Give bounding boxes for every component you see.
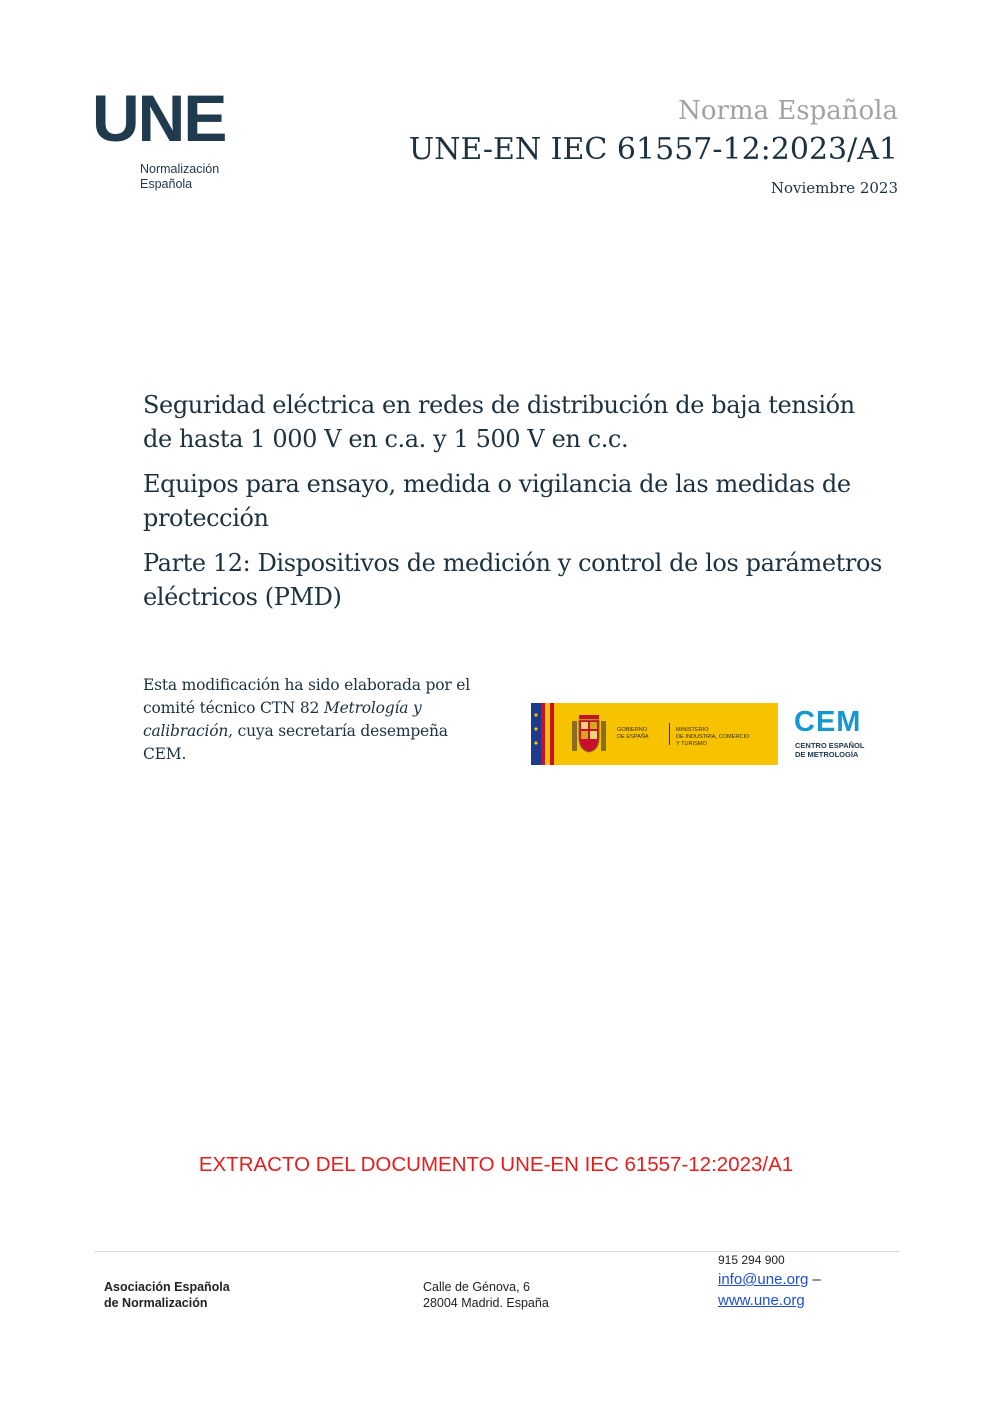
- title-part-3: Parte 12: Dispositivos de medición y control de los parámetros eléctricos (PMD): [143, 549, 882, 611]
- committee-name: Metrología y calibración: [143, 699, 422, 740]
- cem-logo: [786, 703, 886, 765]
- footer-address-line2: 28004 Madrid. España: [423, 1296, 549, 1310]
- ministerio-line1: MINISTERIO: [676, 727, 709, 733]
- gobierno-line2: DE ESPAÑA: [617, 734, 649, 740]
- committee-text-before: Esta modificación ha sido elaborada por el comité técnico CTN 82: [143, 676, 470, 717]
- une-logo: [92, 81, 242, 198]
- footer-org-line1: Asociación Española: [104, 1280, 230, 1294]
- banner-divider: [669, 723, 670, 745]
- footer-organization: [104, 1279, 230, 1311]
- ministerio-line2: DE INDUSTRIA, COMERCIO: [676, 734, 750, 740]
- document-title: [143, 388, 883, 625]
- cem-subtitle-line1: CENTRO ESPAÑOL: [795, 741, 865, 750]
- footer-address-line1: Calle de Génova, 6: [423, 1280, 531, 1294]
- footer-website: [718, 1291, 805, 1311]
- une-logo-wordmark: UNE: [92, 81, 226, 155]
- footer-org-line2: de Normalización: [104, 1296, 208, 1310]
- committee-statement: [143, 674, 493, 766]
- une-logo-subtitle-line2: Española: [140, 177, 193, 191]
- standard-code: UNE-EN IEC 61557-12:2023/A1: [408, 132, 898, 167]
- extract-banner: EXTRACTO DEL DOCUMENTO UNE-EN IEC 61557-12:2023/A1: [198, 1153, 794, 1176]
- eu-spain-flag-icon: [531, 703, 554, 765]
- publication-date: Noviembre 2023: [770, 179, 898, 197]
- footer-website-link[interactable]: www.une.org: [718, 1292, 805, 1309]
- title-part-2: Equipos para ensayo, medida o vigilancia de las medidas de protección: [143, 470, 851, 532]
- cem-wordmark: CEM: [794, 706, 862, 738]
- footer-address: [423, 1279, 549, 1311]
- gobierno-ministerio-logo: [531, 703, 778, 765]
- footer-email-link[interactable]: info@une.org: [718, 1271, 809, 1288]
- cem-subtitle-line2: DE METROLOGÍA: [795, 750, 859, 759]
- footer-phone: 915 294 900: [718, 1253, 785, 1267]
- norma-label: Norma Española: [678, 96, 898, 126]
- une-logo-subtitle-line1: Normalización: [140, 162, 220, 176]
- committee-text-after: , cuya secretaría desempeña CEM.: [143, 722, 448, 763]
- footer-contact: [718, 1270, 821, 1290]
- title-part-1: Seguridad eléctrica en redes de distribución de baja tensión de hasta 1 000 V en c.a. y 1 500 V en c.c.: [143, 391, 855, 453]
- gobierno-line1: GOBIERNO: [617, 727, 648, 733]
- footer-email-suffix: –: [808, 1271, 821, 1288]
- coat-of-arms-icon: [569, 711, 609, 757]
- ministerio-line3: Y TURISMO: [676, 741, 707, 747]
